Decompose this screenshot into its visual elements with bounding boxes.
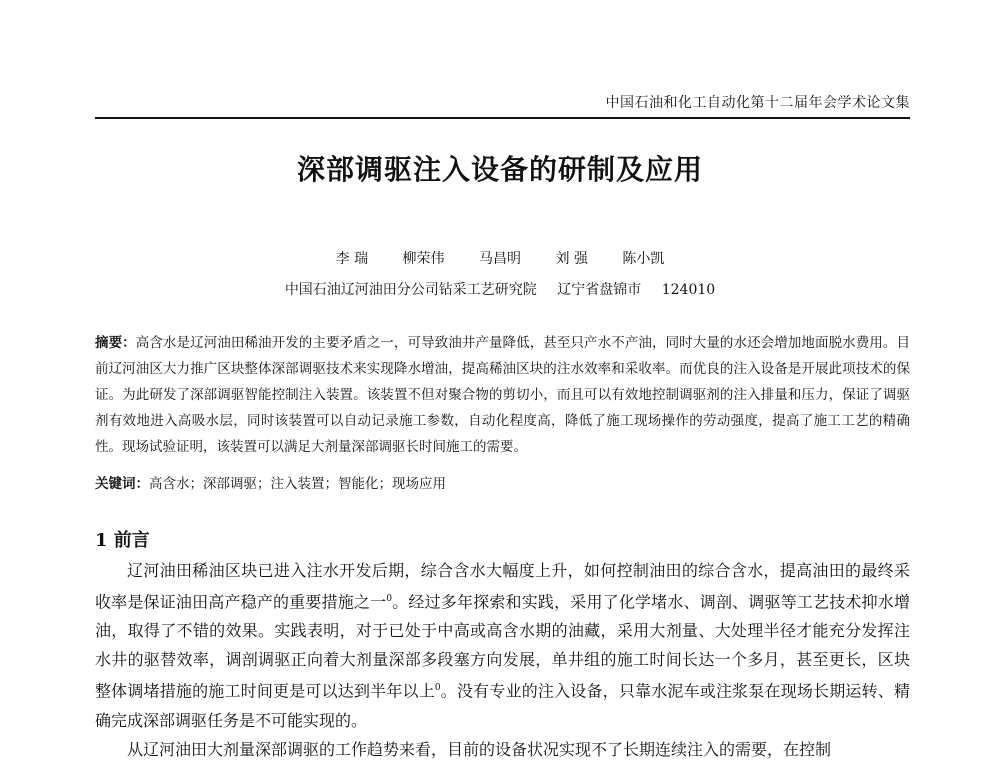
paragraph-text: 。经过多年探索和实践，采用了化学堵水、调剖、调驱等工艺技术抑水增油，取得了不错的效果。实践表明，对于已处于中高或高含水期的油藏，采用大剂量、大处理半径才能充分发挥注水井的驱替效率，调剖调驱正向着大剂量深部多段塞方向发展，单井组的施工时间长达一个多月，甚至更长，区块整体调堵措施的施工时间更是可以达到半年以上	[95, 592, 910, 701]
author-name: 马昌明	[479, 251, 521, 267]
author-name: 柳荣伟	[402, 251, 445, 267]
affiliation-postcode: 124010	[661, 282, 716, 298]
body-text	[95, 556, 910, 764]
author-name: 李 瑞	[335, 251, 369, 267]
abstract-text: 高含水是辽河油田稀油开发的主要矛盾之一，可导致油井产量降低，甚至只产水不产油，同时大量的水还会增加地面脱水费用。目前辽河油区大力推广区块整体深部调驱技术来实现降水增油，提高稀油区块的注水效率和采收率。而优良的注入设备是开展此项技术的保证。为此研发了深部调驱智能控制注入装置。该装置不但对聚合物的剪切小，而且可以有效地控制调驱剂的注入排量和压力，保证了调驱剂有效地进入高吸水层，同时该装置可以自动记录施工参数，自动化程度高，降低了施工现场操作的劳动强度，提高了施工工艺的精确性。现场试验证明，该装置可以满足大剂量深部调驱长时间施工的需要。	[95, 335, 911, 455]
paper-title: 深部调驱注入设备的研制及应用	[296, 153, 703, 186]
paragraph: 从辽河油田大剂量深部调驱的工作趋势来看，目前的设备状况实现不了长期连续注入的需要，在控制	[127, 739, 832, 759]
citation-ref: 0	[386, 594, 393, 604]
paragraph-text: 。没有专业的注入设备，只靠水泥车或注浆泵在现场长期运转、精确完成深部调驱任务是不可能实现的。	[95, 681, 910, 730]
header-rule	[95, 117, 910, 119]
abstract-label: 摘要：	[95, 335, 136, 351]
keywords-text: 高含水；深部调驱；注入装置；智能化；现场应用	[149, 476, 446, 492]
author-name: 陈小凯	[622, 251, 665, 267]
keywords-label: 关键词：	[95, 476, 149, 492]
paragraph	[95, 556, 910, 735]
section-heading: 1 前言	[95, 530, 150, 551]
affiliation	[0, 279, 1000, 299]
paragraph-text: 辽河油田稀油区块已进入注水开发后期，综合含水大幅度上升，如何控制油田的综合含水，提高油田的最终采收率是保证油田高产稳产的重要措施之一	[95, 561, 910, 612]
author-name: 刘 强	[555, 251, 588, 267]
running-header: 中国石油和化工自动化第十二届年会学术论文集	[605, 95, 910, 111]
affiliation-org: 中国石油辽河油田分公司钻采工艺研究院	[284, 282, 537, 298]
citation-ref: 0	[434, 683, 441, 694]
author-list	[0, 248, 1000, 268]
affiliation-location: 辽宁省盘锦市	[557, 282, 642, 298]
keywords	[95, 472, 910, 492]
abstract	[95, 330, 910, 460]
